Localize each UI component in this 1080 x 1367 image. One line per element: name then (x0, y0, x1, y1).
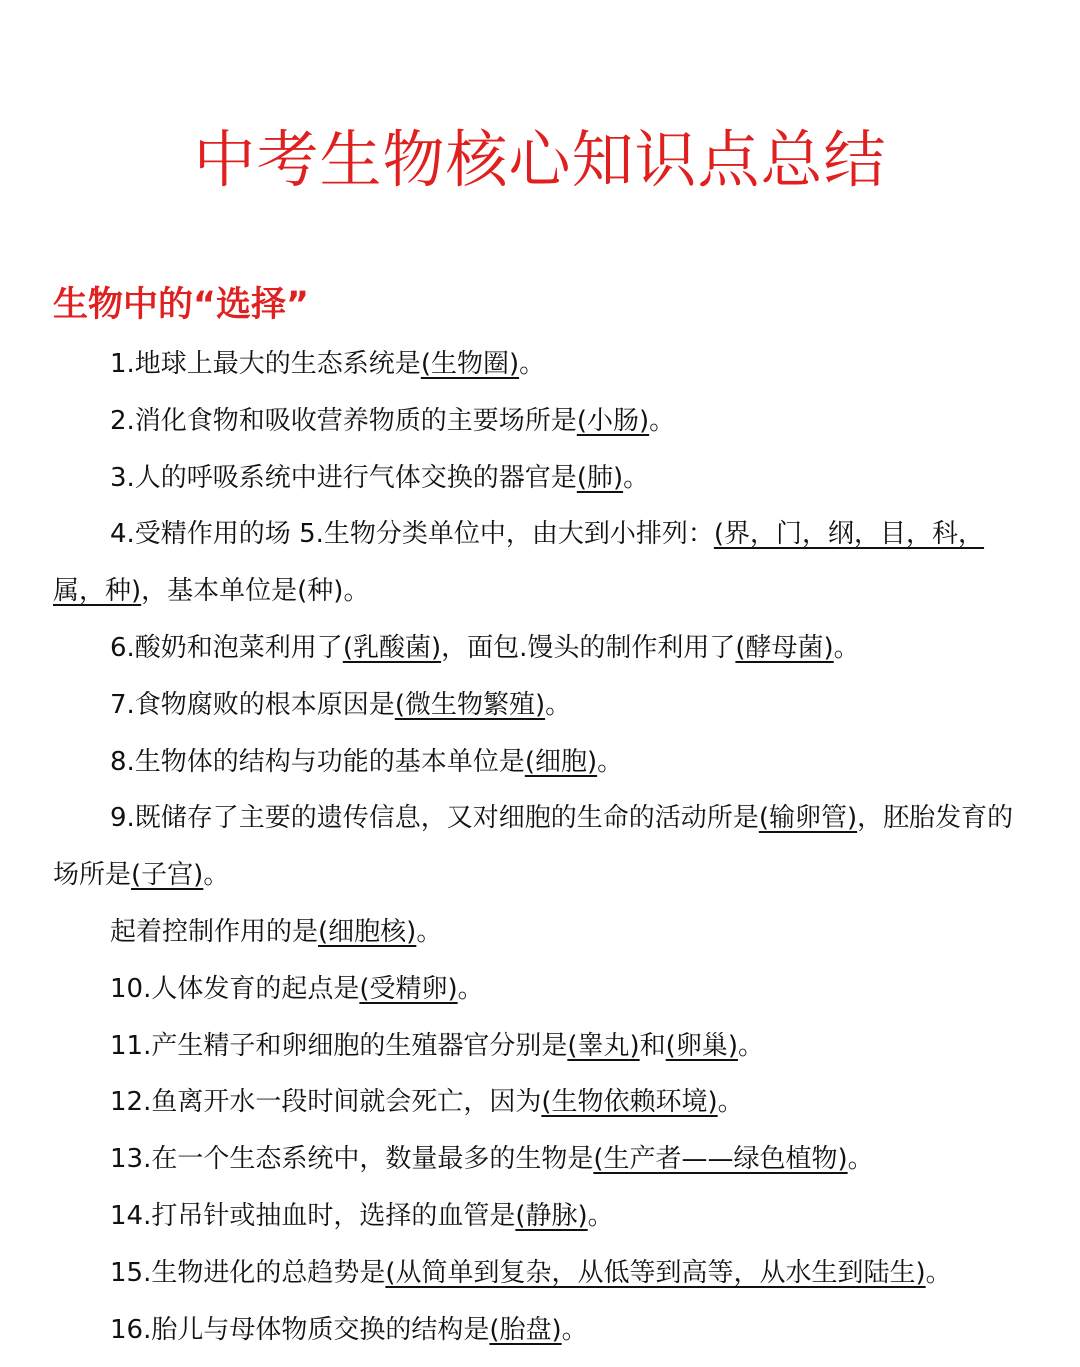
list-item: 15.生物进化的总趋势是(从简单到复杂，从低等到高等，从水生到陆生)。 (110, 1257, 952, 1288)
section-heading: 生物中的“选择” (53, 285, 310, 325)
list-item: 6.酸奶和泡菜利用了(乳酸菌)，面包.馒头的制作利用了(酵母菌)。 (110, 632, 860, 663)
list-item: 10.人体发育的起点是(受精卵)。 (110, 973, 484, 1004)
list-item: 12.鱼离开水一段时间就会死亡，因为(生物依赖环境)。 (110, 1087, 744, 1118)
knowledge-list (53, 336, 1033, 1358)
list-item: 起着控制作用的是(细胞核)。 (110, 916, 443, 947)
list-item: 8.生物体的结构与功能的基本单位是(细胞)。 (110, 746, 624, 777)
list-item: 2.消化食物和吸收营养物质的主要场所是(小肠)。 (110, 405, 676, 436)
list-item: 13.在一个生态系统中，数量最多的生物是(生产者——绿色植物)。 (110, 1144, 874, 1175)
list-item: 11.产生精子和卵细胞的生殖器官分别是(睾丸)和(卵巢)。 (110, 1030, 764, 1061)
list-item: 7.食物腐败的根本原因是(微生物繁殖)。 (110, 689, 572, 720)
page-title: 中考生物核心知识点总结 (193, 123, 887, 196)
list-item: 4.受精作用的场 5.生物分类单位中，由大到小排列：(界，门，纲，目，科，属，种)，基本单位是(种)。 (53, 519, 985, 607)
list-item: 1.地球上最大的生态系统是(生物圈)。 (110, 349, 546, 379)
list-item: 9.既储存了主要的遗传信息，又对细胞的生命的活动所是(输卵管)，胚胎发育的场所是(子宫)。 (53, 803, 1014, 891)
list-item: 16.胎儿与母体物质交换的结构是(胎盘)。 (110, 1314, 588, 1345)
list-item: 14.打吊针或抽血时，选择的血管是(静脉)。 (110, 1200, 614, 1231)
list-item: 3.人的呼吸系统中进行气体交换的器官是(肺)。 (110, 462, 650, 493)
